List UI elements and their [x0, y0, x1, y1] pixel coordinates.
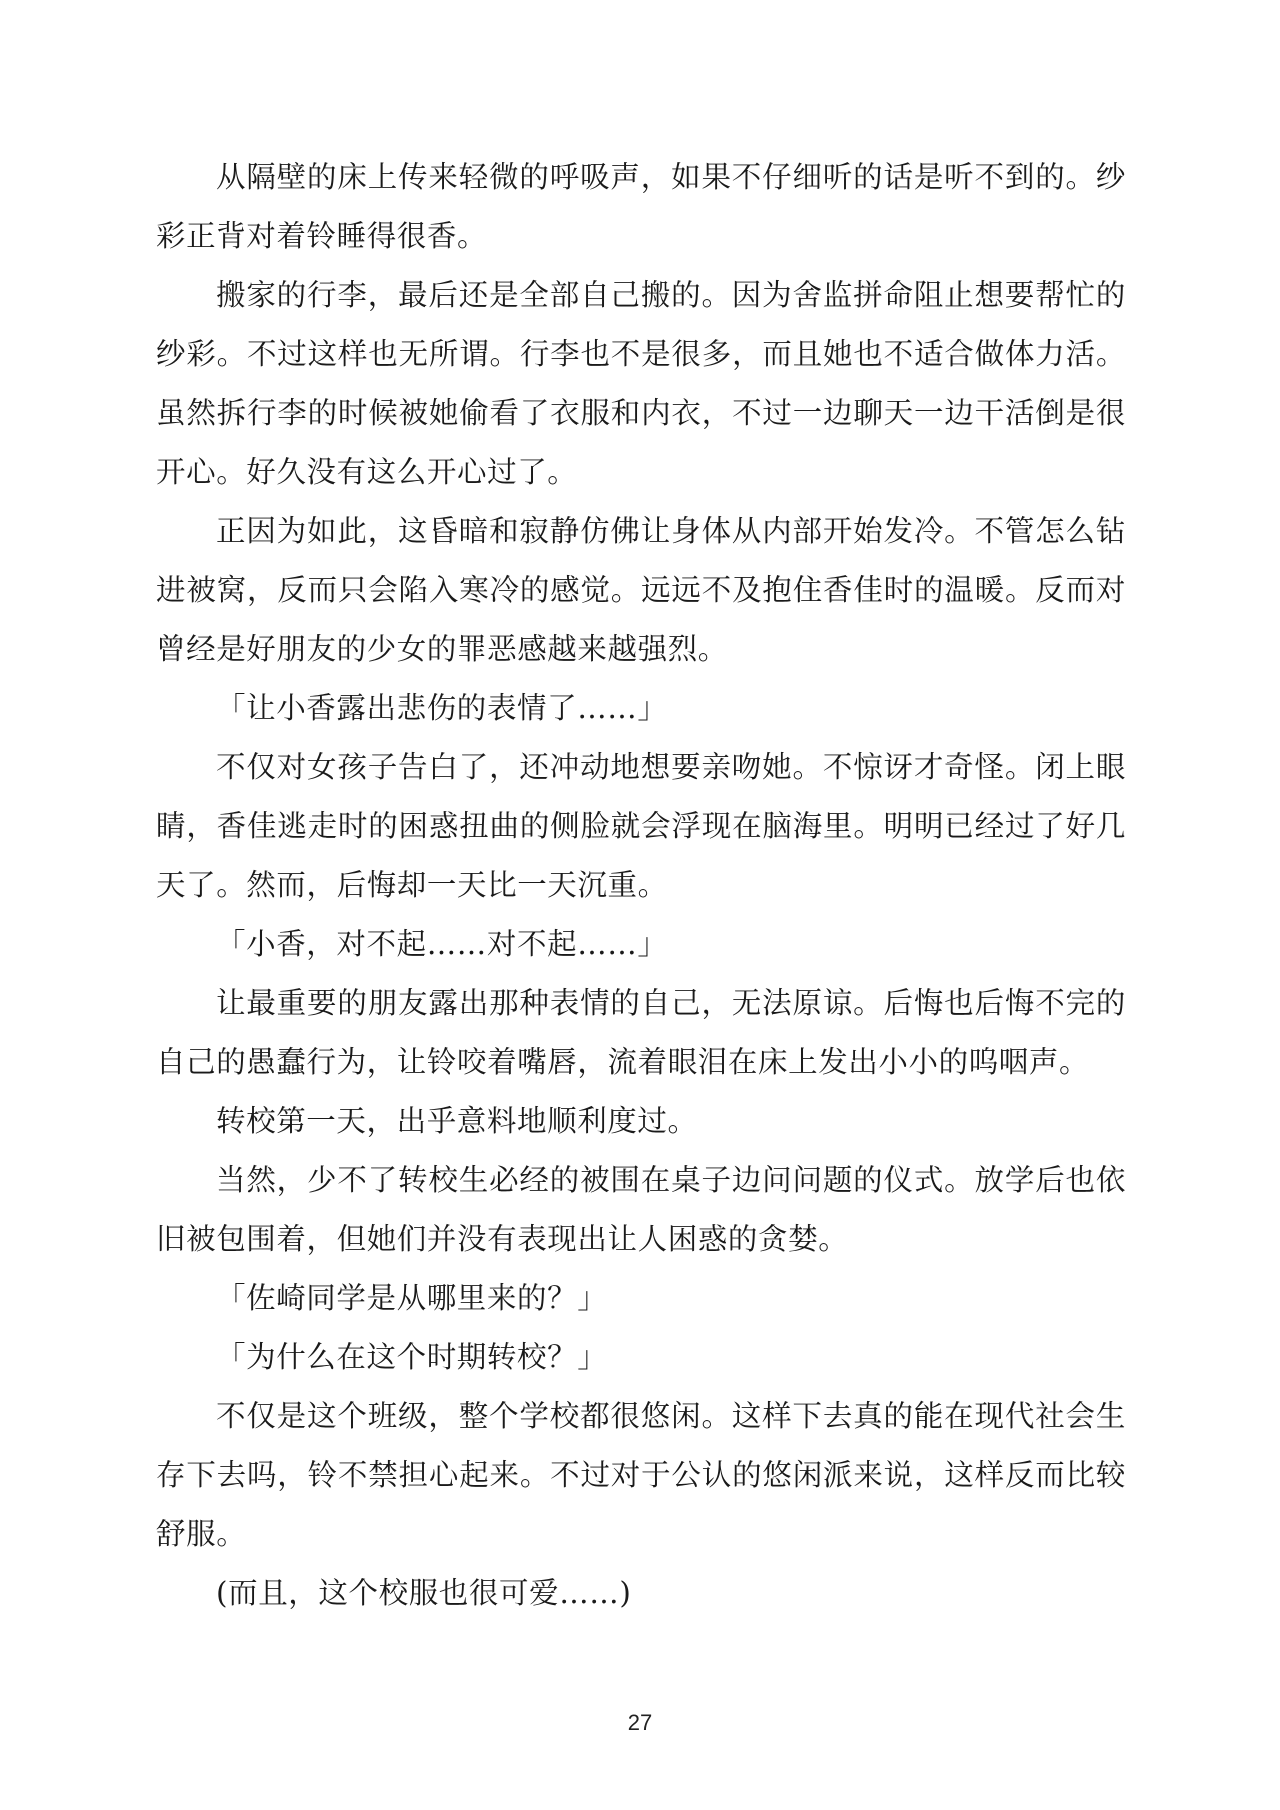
- paragraph: 让最重要的朋友露出那种表情的自己，无法原谅。后悔也后悔不完的自己的愚蠢行为，让铃咬着嘴唇，流着眼泪在床上发出小小的呜咽声。: [156, 986, 1126, 1079]
- dialogue-line: 「小香，对不起……对不起……」: [216, 927, 668, 961]
- paragraph: 不仅对女孩子告白了，还冲动地想要亲吻她。不惊讶才奇怪。闭上眼睛，香佳逃走时的困惑扭曲的侧脸就会浮现在脑海里。明明已经过了好几天了。然而，后悔却一天比一天沉重。: [156, 750, 1126, 902]
- page-number: 27: [627, 1710, 653, 1735]
- paragraph: 不仅是这个班级，整个学校都很悠闲。这样下去真的能在现代社会生存下去吗，铃不禁担心起来。不过对于公认的悠闲派来说，这样反而比较舒服。: [156, 1399, 1126, 1551]
- dialogue-line: 「佐崎同学是从哪里来的？」: [216, 1281, 608, 1315]
- page-body: [156, 148, 1126, 1623]
- inner-thought-line: (而且，这个校服也很可爱……): [216, 1576, 632, 1610]
- dialogue-line: 「让小香露出悲伤的表情了……」: [216, 691, 668, 725]
- paragraph: 搬家的行李，最后还是全部自己搬的。因为舍监拼命阻止想要帮忙的纱彩。不过这样也无所谓。行李也不是很多，而且她也不适合做体力活。虽然拆行李的时候被她偷看了衣服和内衣，不过一边聊天一边干活倒是很开心。好久没有这么开心过了。: [156, 278, 1126, 489]
- dialogue-line: 「为什么在这个时期转校？」: [216, 1340, 608, 1374]
- paragraph: 从隔壁的床上传来轻微的呼吸声，如果不仔细听的话是听不到的。纱彩正背对着铃睡得很香。: [156, 160, 1126, 253]
- paragraph: 转校第一天，出乎意料地顺利度过。: [216, 1104, 698, 1138]
- paragraph: 当然，少不了转校生必经的被围在桌子边问问题的仪式。放学后也依旧被包围着，但她们并没有表现出让人困惑的贪婪。: [156, 1163, 1126, 1256]
- paragraph: 正因为如此，这昏暗和寂静仿佛让身体从内部开始发冷。不管怎么钻进被窝，反而只会陷入寒冷的感觉。远远不及抱住香佳时的温暖。反而对曾经是好朋友的少女的罪恶感越来越强烈。: [156, 514, 1126, 666]
